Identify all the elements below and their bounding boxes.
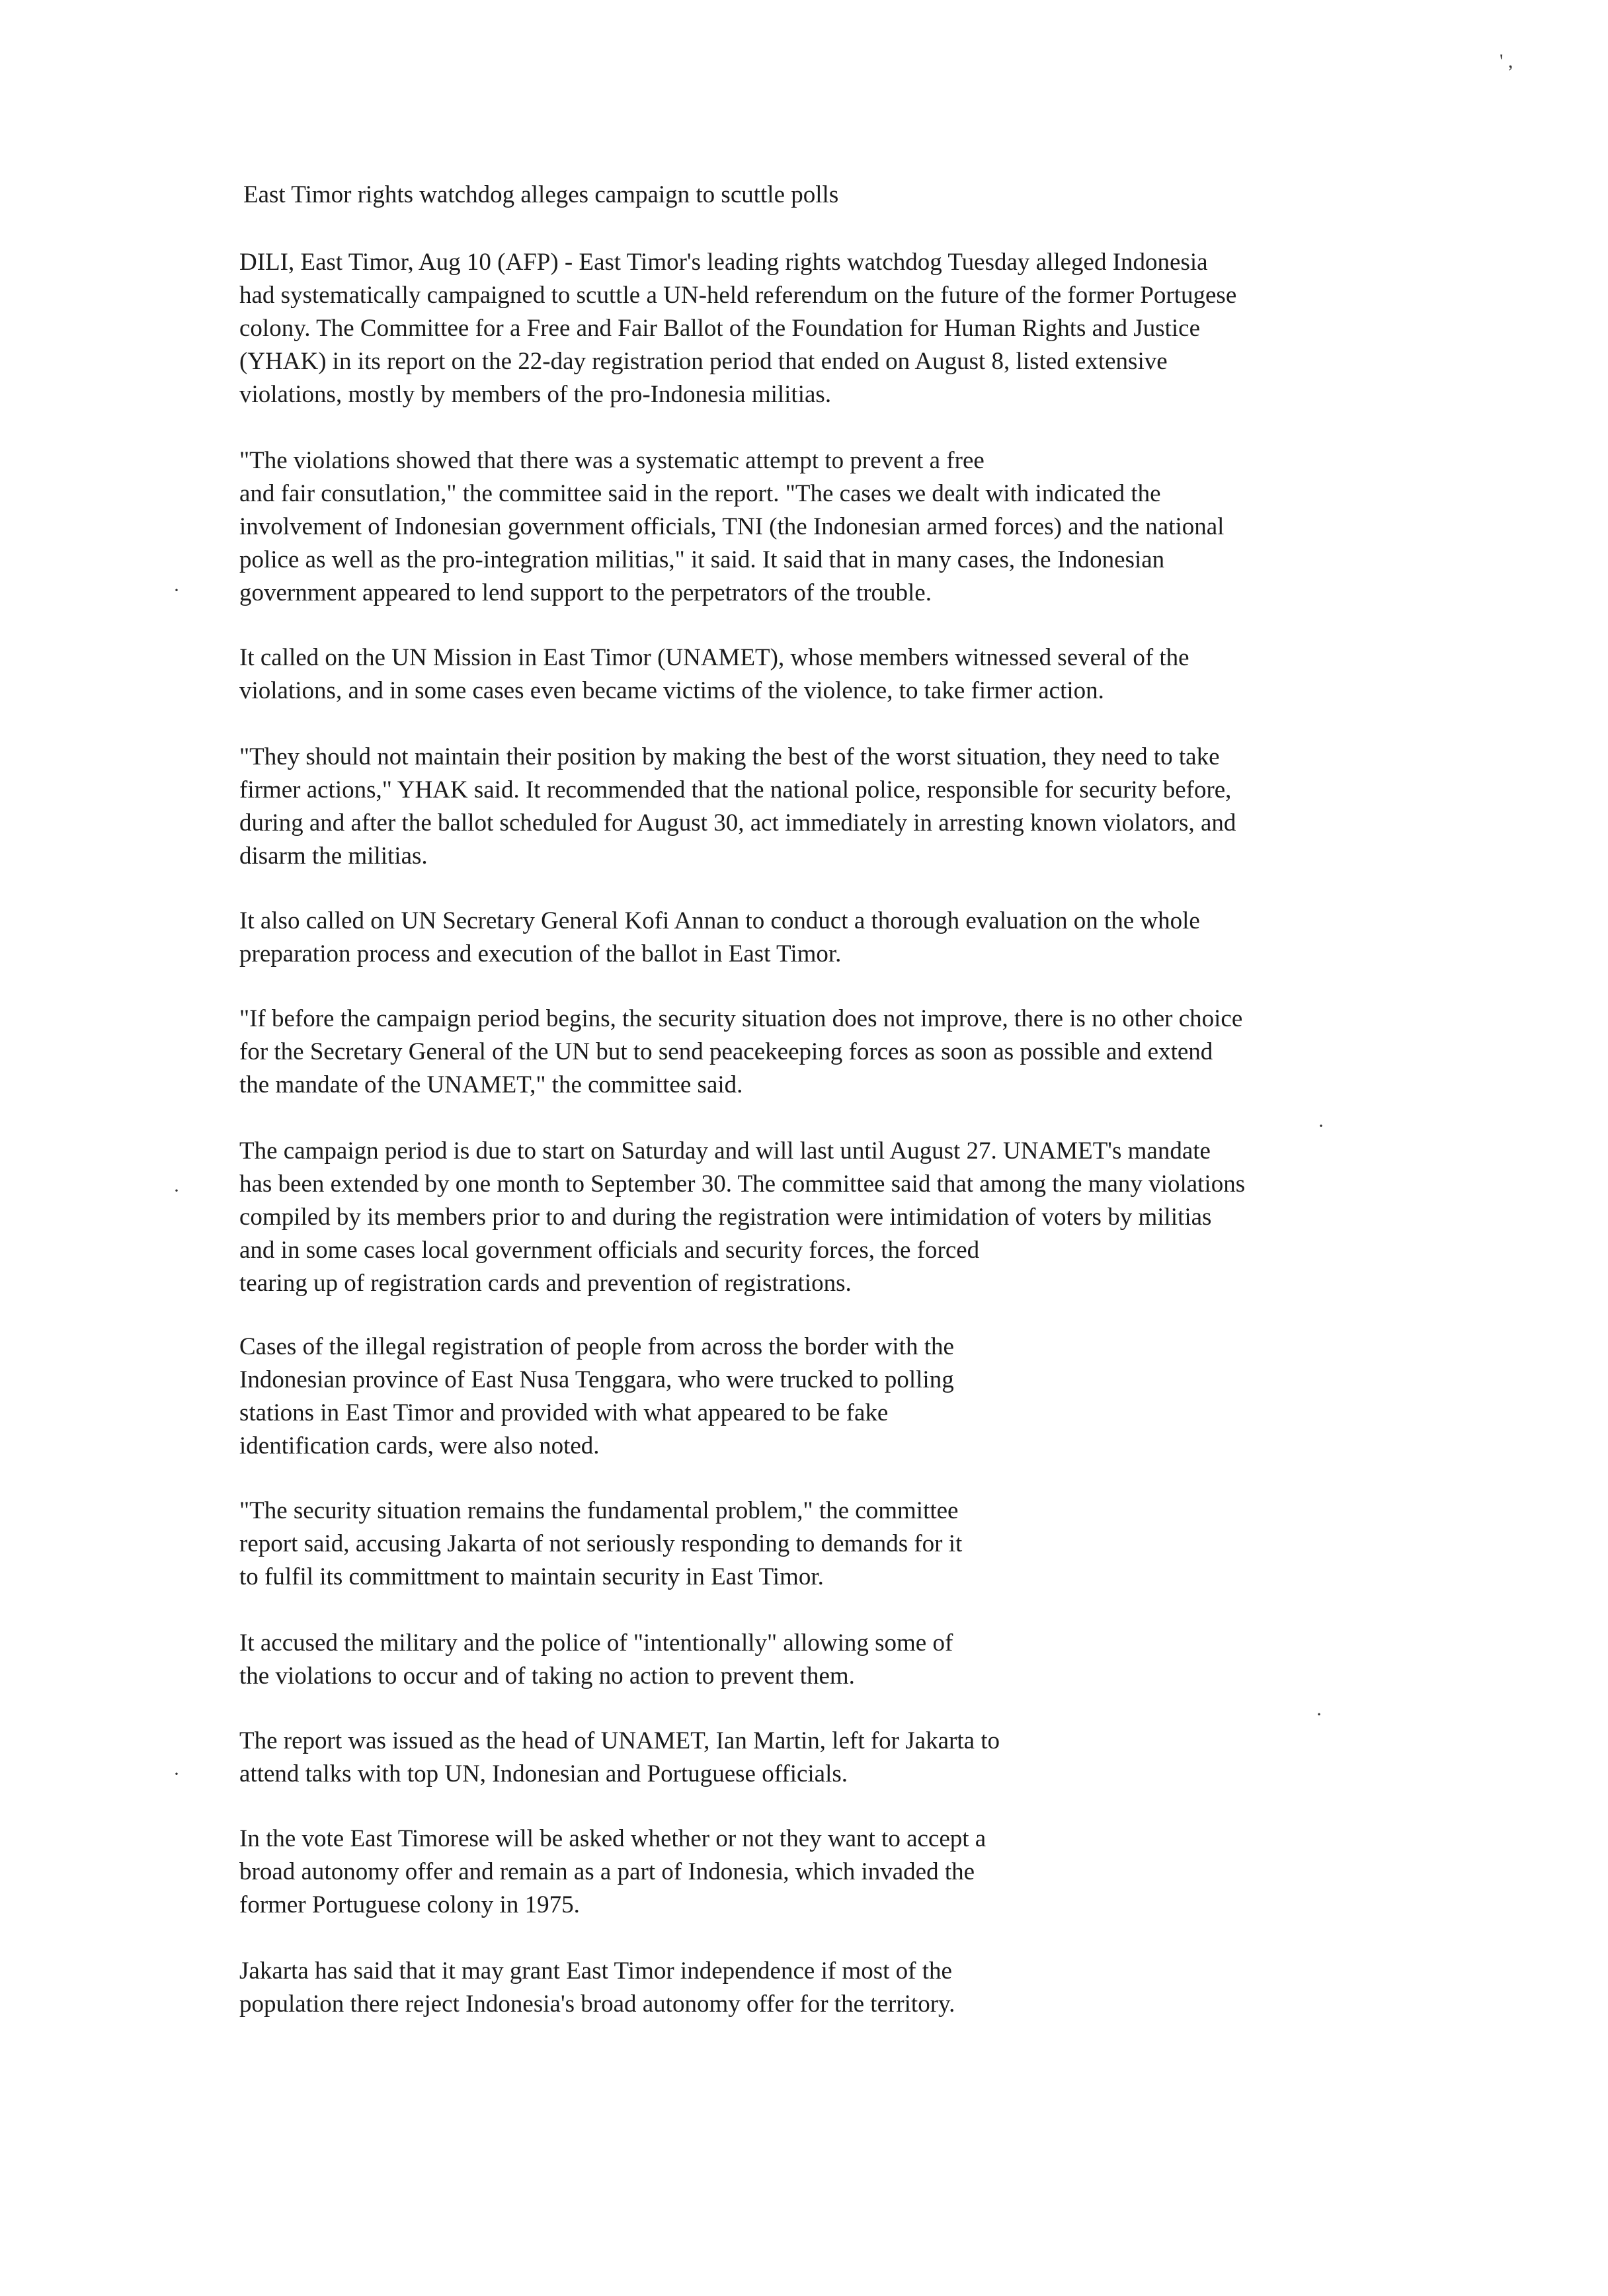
text-line: (YHAK) in its report on the 22-day registration period that ended on August 8, listed extensive — [239, 348, 1168, 375]
text-line: broad autonomy offer and remain as a part of Indonesia, which invaded the — [239, 1858, 975, 1885]
text-line: population there reject Indonesia's broad autonomy offer for the territory. — [239, 1990, 955, 2018]
paragraph-2 — [239, 444, 1224, 610]
corner-mark: ' , — [1500, 50, 1513, 72]
text-line: "If before the campaign period begins, the security situation does not improve, there is no other choice — [239, 1005, 1243, 1032]
text-line: for the Secretary General of the UN but to send peacekeeping forces as soon as possible and extend — [239, 1038, 1213, 1065]
paragraph-6 — [239, 1003, 1242, 1102]
text-line: identification cards, were also noted. — [239, 1432, 600, 1459]
paragraph-10 — [239, 1627, 953, 1693]
text-line: violations, mostly by members of the pro-Indonesia militias. — [239, 381, 832, 408]
text-line: the mandate of the UNAMET," the committee said. — [239, 1071, 743, 1098]
text-line: The report was issued as the head of UNAMET, Ian Martin, left for Jakarta to — [239, 1727, 1000, 1754]
text-line: report said, accusing Jakarta of not seriously responding to demands for it — [239, 1530, 963, 1557]
text-line: government appeared to lend support to the perpetrators of the trouble. — [239, 579, 932, 606]
text-line: stations in East Timor and provided with what appeared to be fake — [239, 1399, 889, 1426]
text-line: Indonesian province of East Nusa Tenggara, who were trucked to polling — [239, 1366, 954, 1393]
paragraph-8 — [239, 1331, 954, 1463]
text-line: The campaign period is due to start on Saturday and will last until August 27. UNAMET's mandate — [239, 1137, 1211, 1165]
text-line: involvement of Indonesian government officials, TNI (the Indonesian armed forces) and the national — [239, 513, 1225, 540]
text-line: former Portuguese colony in 1975. — [239, 1891, 580, 1918]
text-line: It also called on UN Secretary General Kofi Annan to conduct a thorough evaluation on the whole — [239, 907, 1200, 934]
text-line: disarm the militias. — [239, 842, 428, 870]
text-line: violations, and in some cases even became victims of the violence, to take firmer action. — [239, 677, 1104, 704]
text-line: preparation process and execution of the ballot in East Timor. — [239, 940, 842, 967]
text-line: Jakarta has said that it may grant East Timor independence if most of the — [239, 1957, 952, 1985]
text-line: tearing up of registration cards and prevention of registrations. — [239, 1270, 852, 1297]
text-line: to fulfil its committment to maintain security in East Timor. — [239, 1563, 824, 1590]
text-line: In the vote East Timorese will be asked whether or not they want to accept a — [239, 1825, 986, 1852]
text-line: during and after the ballot scheduled for August 30, act immediately in arresting known violators, and — [239, 809, 1236, 837]
article-headline: East Timor rights watchdog alleges campaign to scuttle polls — [243, 181, 839, 208]
text-line: Cases of the illegal registration of people from across the border with the — [239, 1333, 954, 1360]
paragraph-9 — [239, 1495, 962, 1594]
margin-dot: · — [173, 579, 180, 601]
text-line: firmer actions," YHAK said. It recommended that the national police, responsible for security before, — [239, 776, 1232, 803]
text-line: "The security situation remains the fundamental problem," the committee — [239, 1497, 959, 1524]
margin-dot: · — [1318, 1115, 1324, 1137]
text-line: has been extended by one month to September 30. The committee said that among the many violations — [239, 1170, 1246, 1198]
text-line: and in some cases local government officials and security forces, the forced — [239, 1237, 980, 1264]
paragraph-11 — [239, 1725, 1000, 1791]
text-line: DILI, East Timor, Aug 10 (AFP) - East Timor's leading rights watchdog Tuesday alleged Indonesia — [239, 249, 1208, 276]
text-line: had systematically campaigned to scuttle a UN-held referendum on the future of the former Portugese — [239, 282, 1237, 309]
text-line: the violations to occur and of taking no action to prevent them. — [239, 1662, 855, 1690]
text-line: It accused the military and the police of "intentionally" allowing some of — [239, 1629, 953, 1657]
text-line: colony. The Committee for a Free and Fair Ballot of the Foundation for Human Rights and Justice — [239, 315, 1201, 342]
paragraph-7 — [239, 1135, 1245, 1300]
text-line: "The violations showed that there was a systematic attempt to prevent a free — [239, 447, 985, 474]
margin-dot: · — [173, 1180, 180, 1202]
paragraph-13 — [239, 1955, 955, 2021]
text-line: "They should not maintain their position by making the best of the worst situation, they need to take — [239, 743, 1220, 770]
text-line: and fair consutlation," the committee said in the report. "The cases we dealt with indicated the — [239, 480, 1161, 507]
paragraph-12 — [239, 1823, 986, 1922]
text-line: police as well as the pro-integration militias," it said. It said that in many cases, the Indonesian — [239, 546, 1165, 573]
paragraph-4 — [239, 741, 1236, 873]
text-line: compiled by its members prior to and during the registration were intimidation of voters by militias — [239, 1204, 1212, 1231]
paragraph-3 — [239, 641, 1189, 708]
margin-dot: · — [173, 1763, 180, 1785]
text-line: attend talks with top UN, Indonesian and Portuguese officials. — [239, 1760, 848, 1787]
text-line: It called on the UN Mission in East Timor (UNAMET), whose members witnessed several of the — [239, 644, 1189, 671]
paragraph-1 — [239, 246, 1236, 411]
paragraph-5 — [239, 905, 1200, 971]
margin-dot: · — [1316, 1703, 1322, 1725]
